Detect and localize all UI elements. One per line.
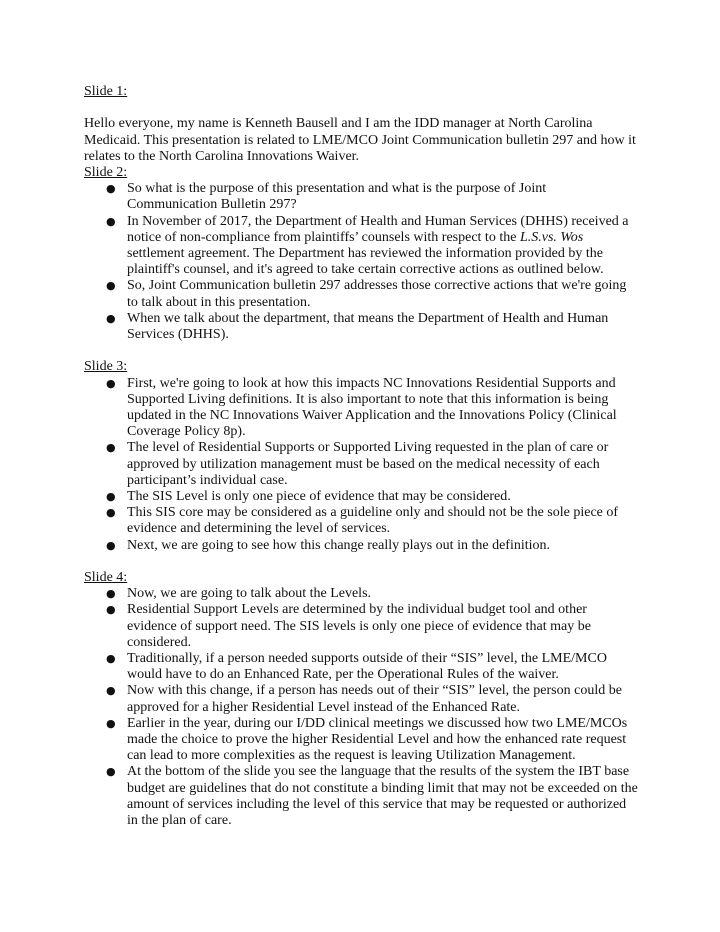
slide-section [84,343,638,554]
bullet-icon: ● [106,652,116,666]
list-item [84,376,638,441]
intro-paragraph: Hello everyone, my name is Kenneth Bausell and I am the IDD manager at North Carolina Medicaid. This presentation is related to LME/MCO Joint Communication bulletin 297 and how it relates to the North Carolina Innovations Waiver. [84,116,636,164]
bullet-icon: ● [106,538,116,552]
bullet-text: When we talk about the department, that means the Department of Health and Human Services (DHHS). [127,310,609,343]
list-item [84,505,638,537]
slide-heading: Slide 4: [84,570,128,586]
bullet-text: Now, we are going to talk about the Levels. [127,586,372,602]
list-item [84,586,638,602]
bullet-icon: ● [106,506,116,520]
slides-container [84,165,638,829]
bullet-list [84,586,638,829]
bullet-text: So, Joint Communication bulletin 297 addresses those corrective actions that we're going to talk about in this presentation. [127,278,627,310]
list-item [84,214,638,279]
list-item [84,489,638,505]
bullet-icon: ● [106,214,116,228]
bullet-icon: ● [106,311,116,325]
bullet-text: The SIS Level is only one piece of evidence that may be considered. [127,489,511,505]
bullet-icon: ● [106,587,116,601]
bullet-text: Residential Support Levels are determined by the individual budget tool and other evidence of support need. The SIS levels is only one piece of evidence that may be considered. [127,602,591,650]
bullet-text: Now with this change, if a person has needs out of their “SIS” level, the person could be approved for a higher Residential Level instead of the Enhanced Rate. [127,683,622,715]
slide-section [84,554,638,829]
list-item [84,683,638,715]
bullet-icon: ● [106,765,116,779]
list-item [84,181,638,213]
bullet-icon: ● [106,716,116,730]
bullet-list [84,376,638,554]
bullet-icon: ● [106,376,116,390]
list-item [84,311,638,343]
bullet-icon: ● [106,441,116,455]
paragraph-gap [84,343,638,359]
bullet-text: Next, we are going to see how this change really plays out in the definition. [127,537,551,553]
slide-section [84,165,638,343]
bullet-text: So what is the purpose of this presentation and what is the purpose of Joint Communication Bulletin 297? [127,181,547,213]
list-item [84,538,638,554]
list-item [84,764,638,829]
bullet-text: This SIS core may be considered as a guideline only and should not be the sole piece of evidence and determining the level of services. [127,505,619,537]
bullet-text: In November of 2017, the Department of Health and Human Services (DHHS) received a notice of non-compliance from plaintiffs’ counsels with respect to the L.S.vs. Wos settlement agreement. The Department has reviewed the information provided by the plaintiff's counsel, and it's agreed to take certain corrective actions as outlined below. [127,213,629,278]
bullet-icon: ● [106,684,116,698]
bullet-list [84,181,638,343]
bullet-text: First, we're going to look at how this impacts NC Innovations Residential Supports and Supported Living definitions. It is also important to note that this information is being updated in the NC Innovations Waiver Application and the Innovations Policy (Clinical Coverage Policy 8p). [127,375,617,440]
paragraph-gap [84,554,638,570]
bullet-text: At the bottom of the slide you see the language that the results of the system the IBT base budget are guidelines that do not constitute a binding limit that may not be exceeded on the amount of services including the level of this service that may be requested or authorized in the plan of care. [127,764,638,829]
bullet-text: The level of Residential Supports or Supported Living requested in the plan of care or approved by utilization management must be based on the medical necessity of each participant’s individual case. [127,440,609,488]
list-item [84,651,638,683]
bullet-icon: ● [106,279,116,293]
paragraph-gap [84,100,638,116]
slide-heading: Slide 1: [84,84,128,99]
slide-heading: Slide 3: [84,359,128,375]
bullet-text: Traditionally, if a person needed supports outside of their “SIS” level, the LME/MCO would have to do an Enhanced Rate, per the Operational Rules of the waiver. [127,651,607,683]
slide-heading: Slide 2: [84,165,128,180]
list-item [84,440,638,489]
list-item [84,716,638,765]
bullet-icon: ● [106,603,116,617]
list-item [84,602,638,651]
bullet-icon: ● [106,182,116,196]
bullet-text: Earlier in the year, during our I/DD clinical meetings we discussed how two LME/MCOs made the choice to prove the higher Residential Level and how the enhanced rate request can lead to more complexities as the request is leaving Utilization Management. [127,715,628,764]
list-item [84,278,638,310]
bullet-icon: ● [106,490,116,504]
